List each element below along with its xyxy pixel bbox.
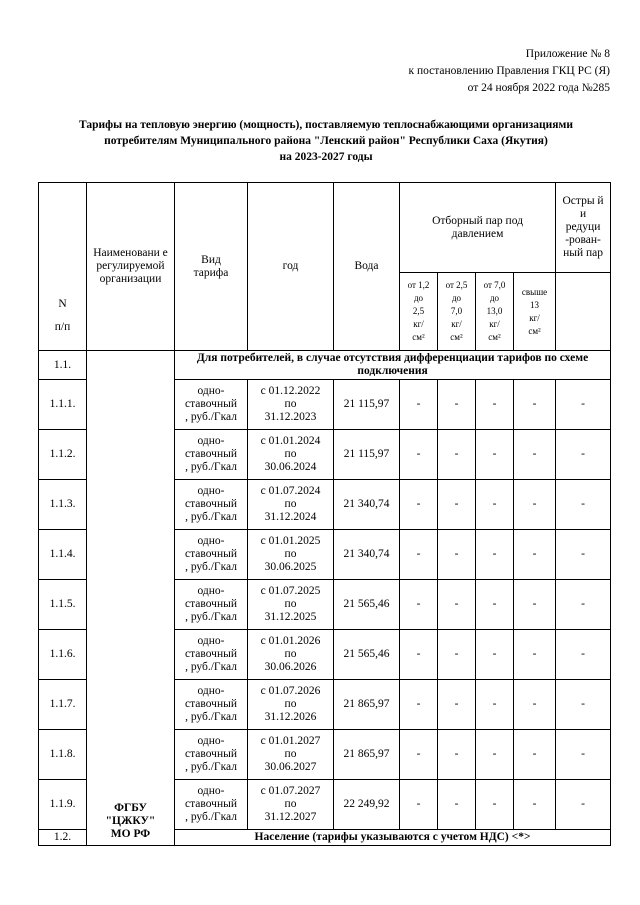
pressure-label-line: 13 bbox=[530, 299, 540, 310]
tariff-kind-line: , руб./Гкал bbox=[185, 461, 237, 473]
pressure-2-value: - bbox=[438, 480, 476, 530]
header-pressure-1 bbox=[400, 273, 438, 351]
header-organization: Наименовани е регулируемой организации bbox=[87, 183, 175, 351]
tariff-kind bbox=[175, 480, 248, 530]
group-2-number: 1.2. bbox=[39, 830, 87, 846]
tariff-kind-line: ставочный bbox=[185, 498, 237, 510]
header-number-pp: п/п bbox=[54, 321, 71, 333]
tariff-kind-line: , руб./Гкал bbox=[185, 411, 237, 423]
pressure-2-value: - bbox=[438, 630, 476, 680]
header-steam: Отборный пар под давлением bbox=[400, 183, 556, 273]
tariff-period-line: по bbox=[284, 748, 297, 760]
row-number: 1.1.1. bbox=[39, 380, 87, 430]
pressure-label-line: см² bbox=[528, 325, 541, 336]
pressure-2-value: - bbox=[438, 580, 476, 630]
tariff-kind-line: ставочный bbox=[185, 648, 237, 660]
row-number: 1.1.4. bbox=[39, 530, 87, 580]
tariff-table bbox=[38, 182, 611, 846]
pressure-4-value: - bbox=[514, 430, 556, 480]
tariff-period-line: по bbox=[284, 498, 297, 510]
pressure-3-value: - bbox=[476, 530, 514, 580]
row-number: 1.1.9. bbox=[39, 780, 87, 830]
header-row-top bbox=[39, 183, 611, 273]
tariff-kind-line: одно- bbox=[197, 435, 225, 447]
tariff-period-line: 31.12.2024 bbox=[264, 511, 317, 523]
tariff-kind-line: одно- bbox=[197, 735, 225, 747]
water-tariff: 21 115,97 bbox=[334, 430, 400, 480]
tariff-kind bbox=[175, 630, 248, 680]
tariff-kind bbox=[175, 530, 248, 580]
pressure-4-value: - bbox=[514, 580, 556, 630]
pressure-2-value: - bbox=[438, 530, 476, 580]
tariff-period-line: с 01.07.2027 bbox=[260, 785, 321, 797]
tariff-kind-line: одно- bbox=[197, 635, 225, 647]
pressure-3-value: - bbox=[476, 730, 514, 780]
organization-cell bbox=[87, 351, 175, 846]
pressure-2-value: - bbox=[438, 380, 476, 430]
tariff-period-line: 30.06.2027 bbox=[264, 761, 317, 773]
pressure-label-line: кг/ bbox=[451, 319, 462, 329]
tariff-period-line: по bbox=[284, 448, 297, 460]
tariff-kind bbox=[175, 580, 248, 630]
row-number: 1.1.7. bbox=[39, 680, 87, 730]
pressure-label-line: от 1,2 bbox=[407, 280, 430, 290]
tariff-kind-line: одно- bbox=[197, 535, 225, 547]
tariff-period-line: 31.12.2023 bbox=[264, 411, 317, 423]
organization-name-line: МО РФ bbox=[110, 828, 151, 840]
sharp-steam-value: - bbox=[556, 430, 611, 480]
pressure-4-value: - bbox=[514, 380, 556, 430]
tariff-kind bbox=[175, 380, 248, 430]
title-line-1: Тарифы на тепловую энергию (мощность), поставляемую теплоснабжающими организациями bbox=[79, 119, 573, 131]
tariff-period-line: с 01.12.2022 bbox=[260, 385, 321, 397]
pressure-label-line: до bbox=[489, 293, 500, 303]
pressure-3-value: - bbox=[476, 780, 514, 830]
tariff-period-line: 30.06.2024 bbox=[264, 461, 317, 473]
pressure-1-value: - bbox=[400, 380, 438, 430]
tariff-period bbox=[248, 580, 334, 630]
pressure-label-line: кг/ bbox=[489, 319, 500, 329]
pressure-label-line: свыше bbox=[521, 286, 548, 297]
tariff-kind-line: , руб./Гкал bbox=[185, 811, 237, 823]
pressure-label-line: см² bbox=[488, 332, 501, 342]
row-number: 1.1.3. bbox=[39, 480, 87, 530]
group-row-1 bbox=[39, 351, 611, 380]
tariff-period-line: по bbox=[284, 648, 297, 660]
pressure-4-value: - bbox=[514, 480, 556, 530]
pressure-1-value: - bbox=[400, 580, 438, 630]
tariff-kind-line: , руб./Гкал bbox=[185, 561, 237, 573]
pressure-1-value: - bbox=[400, 480, 438, 530]
tariff-kind bbox=[175, 780, 248, 830]
sharp-steam-value: - bbox=[556, 730, 611, 780]
tariff-period-line: с 01.07.2026 bbox=[260, 685, 321, 697]
tariff-period-line: 31.12.2025 bbox=[264, 611, 317, 623]
pressure-4-value: - bbox=[514, 780, 556, 830]
tariff-period bbox=[248, 480, 334, 530]
tariff-period bbox=[248, 730, 334, 780]
group-1-title: Для потребителей, в случае отсутствия дифференциации тарифов по схеме подключения bbox=[175, 351, 611, 380]
tariff-kind-line: , руб./Гкал bbox=[185, 511, 237, 523]
sharp-steam-value: - bbox=[556, 630, 611, 680]
pressure-2-value: - bbox=[438, 430, 476, 480]
pressure-label-line: от 2,5 bbox=[445, 280, 468, 290]
pressure-3-value: - bbox=[476, 430, 514, 480]
pressure-label-line: кг/ bbox=[413, 319, 424, 329]
water-tariff: 21 340,74 bbox=[334, 480, 400, 530]
row-number: 1.1.6. bbox=[39, 630, 87, 680]
pressure-label-line: кг/ bbox=[529, 312, 540, 323]
sharp-steam-value: - bbox=[556, 680, 611, 730]
tariff-period-line: 30.06.2026 bbox=[264, 661, 317, 673]
pressure-3-value: - bbox=[476, 630, 514, 680]
appendix-header bbox=[409, 46, 611, 97]
tariff-kind bbox=[175, 730, 248, 780]
row-number: 1.1.5. bbox=[39, 580, 87, 630]
header-pressure-3 bbox=[476, 273, 514, 351]
tariff-period-line: с 01.01.2025 bbox=[260, 535, 321, 547]
sharp-steam-value: - bbox=[556, 580, 611, 630]
tariff-period bbox=[248, 430, 334, 480]
header-sharp-steam: Остры й и редуци -рован- ный пар bbox=[556, 183, 611, 273]
pressure-label-line: 2,5 bbox=[412, 306, 425, 316]
sharp-steam-value: - bbox=[556, 530, 611, 580]
row-number: 1.1.8. bbox=[39, 730, 87, 780]
header-year: год bbox=[248, 183, 334, 351]
organization-name-line: ФГБУ bbox=[114, 802, 147, 814]
tariff-kind-line: , руб./Гкал bbox=[185, 761, 237, 773]
tariff-period-line: по bbox=[284, 598, 297, 610]
tariff-kind-line: одно- bbox=[197, 485, 225, 497]
pressure-1-value: - bbox=[400, 530, 438, 580]
pressure-3-value: - bbox=[476, 580, 514, 630]
water-tariff: 22 249,92 bbox=[334, 780, 400, 830]
tariff-period-line: по bbox=[284, 798, 297, 810]
water-tariff: 21 565,46 bbox=[334, 630, 400, 680]
water-tariff: 21 865,97 bbox=[334, 680, 400, 730]
tariff-period bbox=[248, 780, 334, 830]
water-tariff: 21 865,97 bbox=[334, 730, 400, 780]
pressure-2-value: - bbox=[438, 780, 476, 830]
tariff-period bbox=[248, 380, 334, 430]
tariff-kind-line: , руб./Гкал bbox=[185, 611, 237, 623]
tariff-period-line: 31.12.2026 bbox=[264, 711, 317, 723]
group-2-title: Население (тарифы указываются с учетом НДС) <*> bbox=[175, 830, 611, 846]
tariff-period-line: 30.06.2025 bbox=[264, 561, 317, 573]
tariff-kind-line: ставочный bbox=[185, 598, 237, 610]
tariff-kind-line: одно- bbox=[197, 585, 225, 597]
header-water: Вода bbox=[334, 183, 400, 351]
header-pressure-2 bbox=[438, 273, 476, 351]
water-tariff: 21 565,46 bbox=[334, 580, 400, 630]
tariff-period-line: с 01.01.2024 bbox=[260, 435, 321, 447]
pressure-1-value: - bbox=[400, 430, 438, 480]
sharp-steam-value: - bbox=[556, 780, 611, 830]
pressure-4-value: - bbox=[514, 630, 556, 680]
pressure-4-value: - bbox=[514, 680, 556, 730]
pressure-3-value: - bbox=[476, 480, 514, 530]
pressure-2-value: - bbox=[438, 680, 476, 730]
tariff-kind-line: одно- bbox=[197, 685, 225, 697]
tariff-kind-line: одно- bbox=[197, 385, 225, 397]
pressure-2-value: - bbox=[438, 730, 476, 780]
pressure-1-value: - bbox=[400, 780, 438, 830]
tariff-period-line: по bbox=[284, 548, 297, 560]
tariff-kind bbox=[175, 680, 248, 730]
pressure-label-line: см² bbox=[450, 332, 463, 342]
sharp-steam-value: - bbox=[556, 380, 611, 430]
pressure-label-line: 7,0 bbox=[450, 306, 463, 316]
pressure-label-line: до bbox=[413, 293, 424, 303]
sharp-steam-value: - bbox=[556, 480, 611, 530]
tariff-kind bbox=[175, 430, 248, 480]
group-1-number: 1.1. bbox=[39, 351, 87, 380]
pressure-4-value: - bbox=[514, 530, 556, 580]
pressure-label-line: до bbox=[451, 293, 462, 303]
tariff-period-line: с 01.07.2025 bbox=[260, 585, 321, 597]
tariff-period bbox=[248, 530, 334, 580]
tariff-period-line: с 01.07.2024 bbox=[260, 485, 321, 497]
tariff-period-line: по bbox=[284, 698, 297, 710]
title-line-2: потребителям Муниципального района "Ленский район" Республики Саха (Якутия) bbox=[104, 135, 548, 147]
row-number: 1.1.2. bbox=[39, 430, 87, 480]
pressure-4-value: - bbox=[514, 730, 556, 780]
header-tariff-kind: Вид тарифа bbox=[175, 183, 248, 351]
tariff-kind-line: ставочный bbox=[185, 548, 237, 560]
tariff-kind-line: , руб./Гкал bbox=[185, 711, 237, 723]
tariff-period-line: с 01.01.2026 bbox=[260, 635, 321, 647]
tariff-kind-line: , руб./Гкал bbox=[185, 661, 237, 673]
tariff-period-line: 31.12.2027 bbox=[264, 811, 317, 823]
water-tariff: 21 115,97 bbox=[334, 380, 400, 430]
tariff-kind-line: ставочный bbox=[185, 448, 237, 460]
tariff-kind-line: ставочный bbox=[185, 798, 237, 810]
pressure-label-line: см² bbox=[412, 332, 425, 342]
tariff-period bbox=[248, 630, 334, 680]
pressure-label-line: 13,0 bbox=[486, 306, 503, 316]
header-pressure-4 bbox=[514, 273, 556, 351]
pressure-3-value: - bbox=[476, 680, 514, 730]
document-title bbox=[20, 117, 632, 165]
appendix-date: от 24 ноября 2022 года №285 bbox=[467, 82, 610, 94]
appendix-resolution: к постановлению Правления ГКЦ РС (Я) bbox=[408, 65, 610, 77]
water-tariff: 21 340,74 bbox=[334, 530, 400, 580]
pressure-1-value: - bbox=[400, 680, 438, 730]
header-number-n: N bbox=[58, 298, 67, 310]
tariff-kind-line: ставочный bbox=[185, 698, 237, 710]
appendix-number: Приложение № 8 bbox=[525, 48, 610, 60]
pressure-3-value: - bbox=[476, 380, 514, 430]
tariff-kind-line: ставочный bbox=[185, 398, 237, 410]
header-number bbox=[39, 183, 87, 351]
tariff-period-line: по bbox=[284, 398, 297, 410]
pressure-label-line: от 7,0 bbox=[483, 280, 506, 290]
title-line-3: на 2023-2027 годы bbox=[279, 151, 373, 163]
tariff-kind-line: ставочный bbox=[185, 748, 237, 760]
tariff-kind-line: одно- bbox=[197, 785, 225, 797]
tariff-period-line: с 01.01.2027 bbox=[260, 735, 321, 747]
pressure-1-value: - bbox=[400, 730, 438, 780]
pressure-1-value: - bbox=[400, 630, 438, 680]
organization-name-line: "ЦЖКУ" bbox=[105, 815, 156, 827]
tariff-period bbox=[248, 680, 334, 730]
header-pressure-empty bbox=[556, 273, 611, 351]
